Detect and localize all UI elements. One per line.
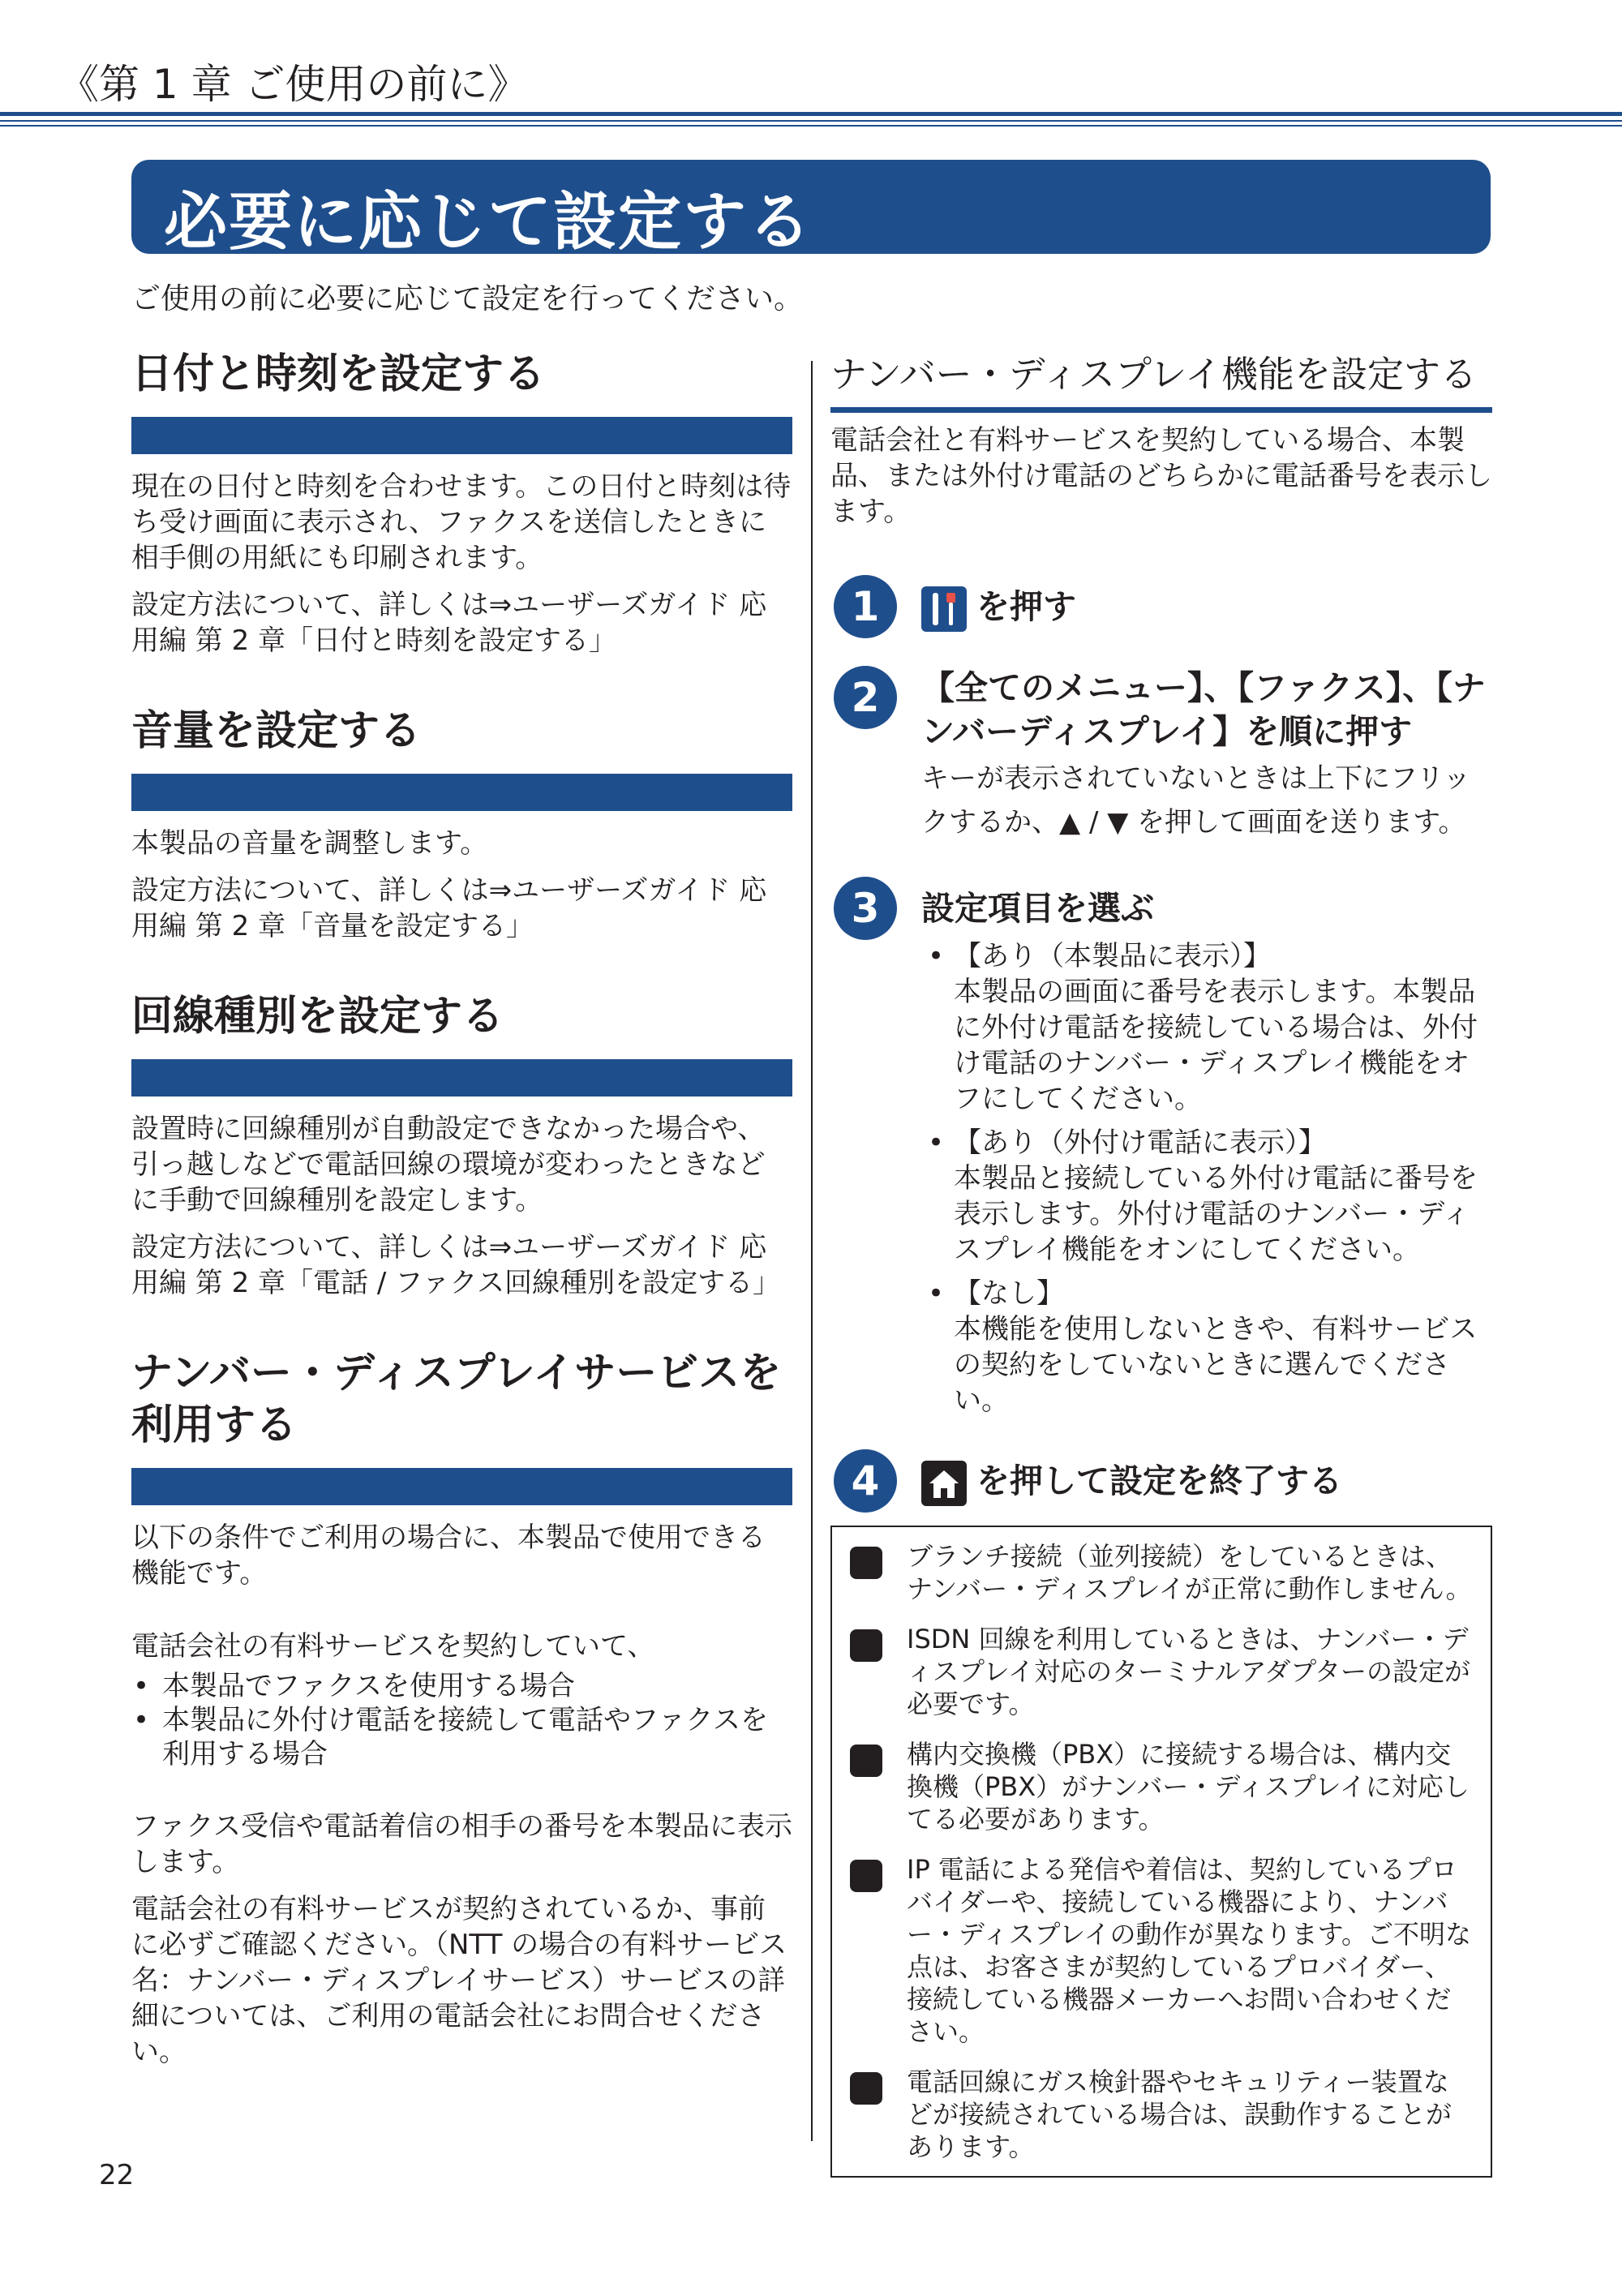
heading-bar <box>131 1059 792 1097</box>
section-heading-datetime: 日付と時刻を設定する <box>131 350 546 398</box>
heading-rule <box>830 407 1492 413</box>
section-heading-number-display: ナンバー・ディスプレイサービスを利用する <box>131 1350 782 1449</box>
page-title: 必要に応じて設定する <box>164 186 813 259</box>
note-pencil-icon <box>850 2072 882 2105</box>
list-item: • 本製品でファクスを使用する場合 <box>131 1669 792 1703</box>
step-2 <box>830 666 1492 844</box>
right-intro: 電話会社と有料サービスを契約している場合、本製品、または外付け電話のどちらかに電話番号を表示します。 <box>830 424 1492 528</box>
chapter-header: 《第 1 章 ご使用の前に》 <box>58 61 529 108</box>
note-item: ISDN 回線を利用しているときは、ナンバー・ディスプレイ対応のターミナルアダプターの設定が必要です。 <box>848 1623 1474 1720</box>
step-title: 【全てのメニュー】、【ファクス】、【ナンバーディスプレイ】を順に押す <box>921 668 1486 751</box>
left-column <box>131 349 792 2070</box>
header-rule-thin-2 <box>0 125 1622 127</box>
note-pencil-icon <box>850 1860 882 1892</box>
header-rule-thin <box>0 120 1622 122</box>
settings-tools-icon <box>921 586 967 632</box>
section-text: 電話会社の有料サービスが契約されているか、事前に必ずご確認ください。（NTT の場合の有料サービス名：ナンバー・ディスプレイサービス）サービスの詳細については、ご利用の電話会社にお問合せください。 <box>131 1893 787 2068</box>
step-number: 3 <box>834 877 897 940</box>
section-heading-line-type: 回線種別を設定する <box>131 993 504 1041</box>
section-text: 以下の条件でご利用の場合に、本製品で使用できる機能です。 <box>131 1521 766 1590</box>
note-pencil-icon <box>850 1745 882 1777</box>
note-pencil-icon <box>850 1629 882 1662</box>
note-item: ブランチ接続（並列接続）をしているときは、ナンバー・ディスプレイが正常に動作しません。 <box>848 1540 1474 1605</box>
option-label: 【あり（本製品に表示）】 <box>954 940 1271 972</box>
step-3 <box>830 877 1492 1418</box>
step-title: を押して設定を終了する <box>976 1461 1342 1500</box>
right-column <box>830 349 1492 2178</box>
section-text: 現在の日付と時刻を合わせます。この日付と時刻は待ち受け画面に表示され、ファクスを送信したときに相手側の用紙にも印刷されます。 <box>131 470 792 574</box>
section-reference: 設定方法について、詳しくは⇒ユーザーズガイド 応用編 第 2 章「電話 / ファクス回線種別を設定する」 <box>131 1231 781 1299</box>
step-number: 1 <box>834 575 897 638</box>
step-title: 設定項目を選ぶ <box>921 889 1154 928</box>
note-pencil-icon <box>850 1547 882 1579</box>
condition-list <box>131 1669 792 1771</box>
note-item: 電話回線にガス検針器やセキュリティー装置などが接続されている場合は、誤動作することがあります。 <box>848 2066 1474 2163</box>
option-label: 【なし】 <box>954 1277 1064 1310</box>
list-item: • 本製品に外付け電話を接続して電話やファクスを利用する場合 <box>131 1703 792 1771</box>
step-number: 4 <box>834 1449 897 1513</box>
option-description: 本製品の画面に番号を表示します。本製品に外付け電話を接続している場合は、外付け電話のナンバー・ディスプレイ機能をオフにしてください。 <box>954 976 1478 1115</box>
step-title: を押す <box>976 587 1076 626</box>
right-heading: ナンバー・ディスプレイ機能を設定する <box>830 353 1477 396</box>
heading-bar <box>131 1468 792 1505</box>
option-item: • 【あり（外付け電話に表示）】 本製品と接続している外付け電話に番号を表示します。外付け電話のナンバー・ディスプレイ機能をオンにしてください。 <box>921 1125 1492 1268</box>
column-divider <box>811 361 813 2141</box>
header-rule <box>0 112 1622 116</box>
page-number: 22 <box>99 2159 135 2191</box>
step-1 <box>830 575 1492 632</box>
page-intro: ご使用の前に必要に応じて設定を行ってください。 <box>131 282 804 315</box>
note-item: IP 電話による発信や着信は、契約しているプロバイダーや、接続している機器により、ナンバー・ディスプレイの動作が異なります。ご不明な点は、お客さまが契約しているプロバイダー、接続している機器メーカーへお問い合わせください。 <box>848 1853 1474 2048</box>
section-text: 設置時に回線種別が自動設定できなかった場合や、引っ越しなどで電話回線の環境が変わったときなどに手動で回線種別を設定します。 <box>131 1113 766 1217</box>
section-heading-volume: 音量を設定する <box>131 707 422 755</box>
note-item: 構内交換機（PBX）に接続する場合は、構内交換機（PBX）がナンバー・ディスプレイに対応してる必要があります。 <box>848 1738 1474 1835</box>
option-item: • 【あり（本製品に表示）】 本製品の画面に番号を表示します。本製品に外付け電話を接続している場合は、外付け電話のナンバー・ディスプレイ機能をオフにしてください。 <box>921 938 1492 1117</box>
heading-bar <box>131 774 792 811</box>
section-reference: 設定方法について、詳しくは⇒ユーザーズガイド 応用編 第 2 章「日付と時刻を設定する」 <box>131 589 767 657</box>
notes-box <box>830 1526 1492 2178</box>
option-description: 本機能を使用しないときや、有料サービスの契約をしていないときに選んでください。 <box>954 1313 1478 1417</box>
option-label: 【あり（外付け電話に表示）】 <box>954 1127 1326 1159</box>
section-text: 本製品の音量を調整します。 <box>131 827 488 860</box>
heading-bar <box>131 417 792 454</box>
section-text: ファクス受信や電話着信の相手の番号を本製品に表示します。 <box>131 1810 792 1878</box>
section-lead: 電話会社の有料サービスを契約していて、 <box>131 1630 655 1663</box>
option-item: • 【なし】 本機能を使用しないときや、有料サービスの契約をしていないときに選んでください。 <box>921 1276 1492 1418</box>
home-icon <box>921 1461 967 1506</box>
step-number: 2 <box>834 666 897 729</box>
option-description: 本製品と接続している外付け電話に番号を表示します。外付け電話のナンバー・ディスプレイ機能をオンにしてください。 <box>954 1162 1478 1266</box>
step-body: キーが表示されていないときは上下にフリックするか、▲ / ▼ を押して画面を送ります。 <box>921 762 1471 839</box>
step-4 <box>830 1449 1492 1506</box>
title-banner <box>131 160 1491 259</box>
section-reference: 設定方法について、詳しくは⇒ユーザーズガイド 応用編 第 2 章「音量を設定する」 <box>131 874 767 942</box>
